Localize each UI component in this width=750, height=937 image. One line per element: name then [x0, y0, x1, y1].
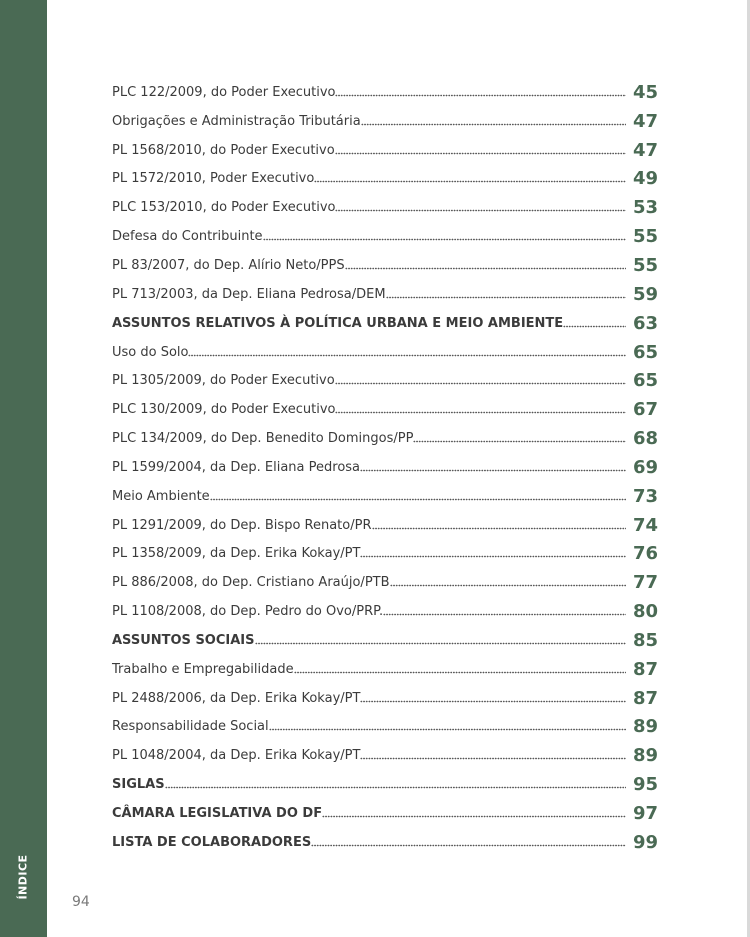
toc-entry-title: PL 2488/2006, da Dep. Erika Kokay/PT — [112, 690, 361, 706]
toc-entry-title: Responsabilidade Social — [112, 719, 269, 735]
page-number: 94 — [72, 894, 90, 910]
toc-entry[interactable] — [112, 713, 658, 742]
toc-entry-page: 47 — [632, 110, 658, 132]
toc-entry[interactable] — [112, 165, 658, 194]
toc-entry-title: PL 713/2003, da Dep. Eliana Pedrosa/DEM — [112, 286, 386, 302]
toc-entry-page: 95 — [632, 774, 658, 796]
toc-entry-title: Trabalho e Empregabilidade — [112, 661, 294, 677]
toc-entry-page: 55 — [632, 254, 658, 276]
dot-leader — [335, 409, 626, 417]
toc-entry-page: 74 — [632, 514, 658, 536]
toc-entry-title: PL 1108/2008, do Dep. Pedro do Ovo/PRP. — [112, 604, 384, 620]
toc-entry-title: ASSUNTOS RELATIVOS À POLÍTICA URBANA E MEIO AMBIENTE — [112, 315, 564, 331]
toc-entry-page: 99 — [632, 831, 658, 853]
toc-entry-page: 76 — [632, 543, 658, 565]
toc-entry-page: 53 — [632, 197, 658, 219]
toc-entry[interactable] — [112, 568, 658, 597]
toc-entry[interactable] — [112, 309, 658, 338]
dot-leader — [563, 322, 626, 330]
toc-entry-page: 68 — [632, 428, 658, 450]
dot-leader — [311, 841, 626, 849]
dot-leader — [314, 178, 626, 186]
dot-leader — [335, 380, 626, 388]
dot-leader — [269, 726, 626, 734]
dot-leader — [322, 813, 626, 821]
toc-entry-title: PL 1291/2009, do Dep. Bispo Renato/PR — [112, 517, 372, 533]
toc-entry[interactable] — [112, 366, 658, 395]
toc-entry-page: 45 — [632, 81, 658, 103]
toc-entry-title: PL 1568/2010, do Poder Executivo — [112, 142, 335, 158]
toc-entry[interactable] — [112, 655, 658, 684]
toc-entry-page: 63 — [632, 312, 658, 334]
toc-entry[interactable] — [112, 626, 658, 655]
toc-entry-title: PLC 134/2009, do Dep. Benedito Domingos/PP — [112, 431, 414, 447]
toc-entry[interactable] — [112, 395, 658, 424]
dot-leader — [386, 293, 626, 301]
dot-leader — [361, 120, 626, 128]
dot-leader — [360, 755, 626, 763]
toc-entry[interactable] — [112, 511, 658, 540]
sidebar — [0, 0, 47, 937]
dot-leader — [360, 697, 626, 705]
dot-leader — [255, 639, 627, 647]
dot-leader — [390, 582, 626, 590]
toc-entry[interactable] — [112, 193, 658, 222]
toc-entry[interactable] — [112, 280, 658, 309]
toc-entry-page: 65 — [632, 370, 658, 392]
toc-entry[interactable] — [112, 828, 658, 857]
toc-entry-title: Obrigações e Administração Tributária — [112, 113, 361, 129]
toc-entry-title: PL 1305/2009, do Poder Executivo — [112, 373, 335, 389]
toc-entry-title: Meio Ambiente — [112, 488, 210, 504]
toc-entry[interactable] — [112, 424, 658, 453]
dot-leader — [372, 524, 627, 532]
toc-entry-page: 89 — [632, 716, 658, 738]
toc-entry[interactable] — [112, 597, 658, 626]
toc-entry-title: SIGLAS — [112, 777, 165, 793]
toc-entry-title: CÂMARA LEGISLATIVA DO DF — [112, 806, 323, 822]
toc-entry[interactable] — [112, 540, 658, 569]
toc-entry[interactable] — [112, 741, 658, 770]
toc-entry-title: PLC 130/2009, do Poder Executivo — [112, 402, 336, 418]
toc-entry-title: PL 1358/2009, da Dep. Erika Kokay/PT — [112, 546, 361, 562]
toc-entry[interactable] — [112, 684, 658, 713]
toc-entry-title: PL 83/2007, do Dep. Alírio Neto/PPS — [112, 257, 345, 273]
toc-entry-page: 55 — [632, 226, 658, 248]
toc-entry-page: 85 — [632, 629, 658, 651]
toc-entry[interactable] — [112, 482, 658, 511]
toc-entry-page: 47 — [632, 139, 658, 161]
toc-entry-page: 69 — [632, 456, 658, 478]
dot-leader — [210, 495, 626, 503]
table-of-contents — [112, 78, 658, 857]
toc-entry[interactable] — [112, 136, 658, 165]
toc-entry-page: 77 — [632, 572, 658, 594]
dot-leader — [360, 553, 626, 561]
toc-entry-page: 49 — [632, 168, 658, 190]
toc-entry[interactable] — [112, 107, 658, 136]
dot-leader — [383, 611, 626, 619]
toc-entry-title: LISTA DE COLABORADORES — [112, 834, 312, 850]
toc-entry-title: Defesa do Contribuinte — [112, 229, 263, 245]
dot-leader — [335, 207, 626, 215]
dot-leader — [360, 466, 626, 474]
toc-entry-title: ASSUNTOS SOCIAIS — [112, 632, 255, 648]
dot-leader — [188, 351, 626, 359]
dot-leader — [345, 264, 626, 272]
toc-entry-page: 87 — [632, 687, 658, 709]
toc-entry[interactable] — [112, 770, 658, 799]
toc-entry-page: 59 — [632, 283, 658, 305]
toc-entry-title: PL 1572/2010, Poder Executivo — [112, 171, 315, 187]
toc-entry-page: 73 — [632, 485, 658, 507]
toc-entry-page: 89 — [632, 745, 658, 767]
toc-entry-page: 87 — [632, 658, 658, 680]
dot-leader — [165, 784, 626, 792]
toc-entry-title: PL 886/2008, do Dep. Cristiano Araújo/PTB — [112, 575, 390, 591]
toc-entry-page: 97 — [632, 803, 658, 825]
sidebar-section-label: ÍNDICE — [16, 854, 30, 900]
toc-entry-title: PL 1048/2004, da Dep. Erika Kokay/PT — [112, 748, 361, 764]
toc-entry-page: 67 — [632, 399, 658, 421]
dot-leader — [335, 91, 626, 99]
toc-entry[interactable] — [112, 251, 658, 280]
toc-entry[interactable] — [112, 799, 658, 828]
dot-leader — [413, 438, 626, 446]
toc-entry-title: PLC 153/2010, do Poder Executivo — [112, 200, 336, 216]
toc-entry-title: PLC 122/2009, do Poder Executivo — [112, 84, 336, 100]
dot-leader — [263, 236, 626, 244]
toc-entry[interactable] — [112, 453, 658, 482]
toc-entry-title: PL 1599/2004, da Dep. Eliana Pedrosa — [112, 459, 361, 475]
dot-leader — [335, 149, 626, 157]
toc-entry-page: 65 — [632, 341, 658, 363]
toc-entry[interactable] — [112, 338, 658, 367]
toc-entry[interactable] — [112, 78, 658, 107]
toc-entry-page: 80 — [632, 601, 658, 623]
toc-entry[interactable] — [112, 222, 658, 251]
dot-leader — [294, 668, 626, 676]
toc-entry-title: Uso do Solo — [112, 344, 189, 360]
